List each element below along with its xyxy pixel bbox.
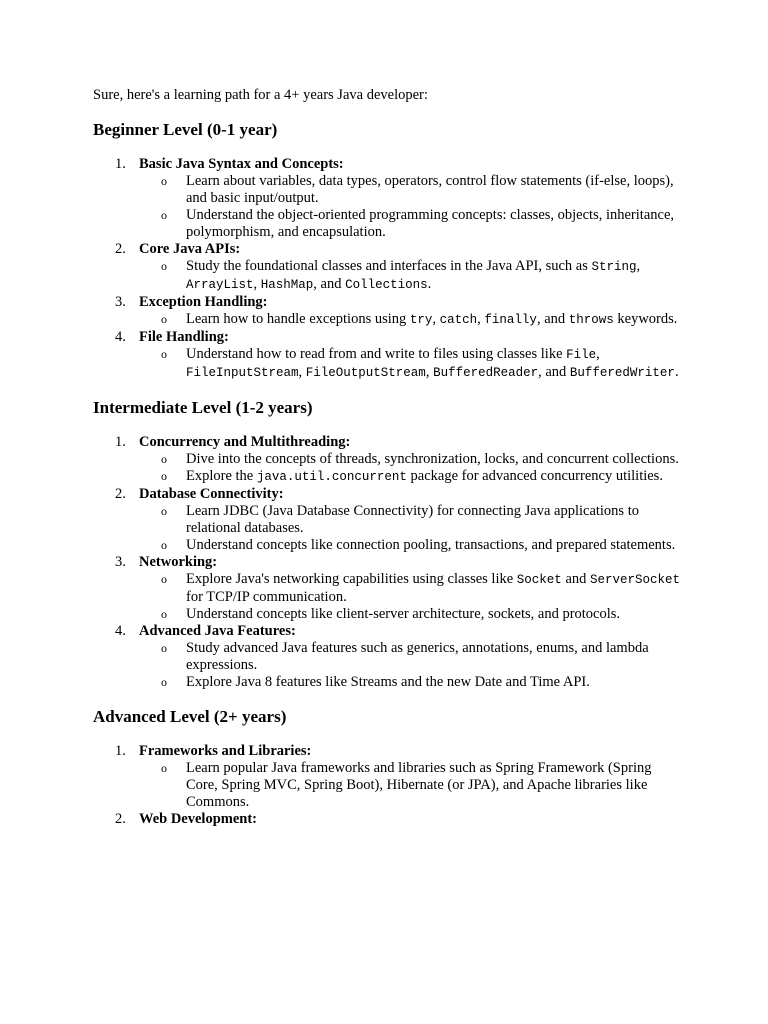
- point-item: [139, 207, 683, 241]
- topic-item: [93, 156, 683, 241]
- point-item: [139, 451, 683, 468]
- topic-list: [93, 743, 683, 828]
- topic-title: File Handling:: [139, 329, 229, 345]
- bullet-marker: o: [161, 641, 167, 655]
- code-term: Socket: [516, 573, 562, 587]
- topic-item: [93, 811, 683, 828]
- topic-title: Advanced Java Features:: [139, 623, 296, 639]
- point-text: Study the foundational classes and interfaces in the Java API, such as: [186, 258, 592, 274]
- topic-item: [93, 241, 683, 294]
- topic-title: Concurrency and Multithreading:: [139, 434, 351, 450]
- point-item: [139, 311, 683, 329]
- point-item: [139, 760, 683, 811]
- bullet-marker: o: [161, 572, 167, 586]
- bullet-marker: o: [161, 469, 167, 483]
- topic-title: Database Connectivity:: [139, 486, 284, 502]
- topic-number: 1.: [115, 156, 126, 172]
- section-heading: Beginner Level (0-1 year): [93, 120, 278, 139]
- point-text: ,: [477, 311, 485, 327]
- topic-item: [93, 329, 683, 382]
- bullet-marker: o: [161, 504, 167, 518]
- point-item: [139, 606, 683, 623]
- topic-item: [93, 434, 683, 486]
- topic-number: 2.: [115, 241, 126, 257]
- point-text: Understand concepts like connection pooling, transactions, and prepared statements.: [186, 537, 676, 553]
- code-term: BufferedReader: [433, 366, 539, 380]
- topic-list: [93, 156, 683, 382]
- topic-item: [93, 623, 683, 691]
- point-text: Understand how to read from and write to files using classes like: [186, 346, 567, 362]
- point-text: ,: [253, 276, 261, 292]
- point-text: keywords.: [613, 311, 678, 327]
- topic-list: [93, 434, 683, 691]
- point-text: ,: [432, 311, 440, 327]
- topic-title: Exception Handling:: [139, 294, 268, 310]
- point-text: Learn JDBC (Java Database Connectivity) for connecting Java applications to relational databases.: [186, 503, 639, 536]
- code-term: BufferedWriter: [569, 366, 675, 380]
- code-term: catch: [439, 313, 478, 327]
- point-item: [139, 258, 683, 294]
- point-text: Explore Java's networking capabilities using classes like: [186, 571, 517, 587]
- point-text: Understand the object-oriented programming concepts: classes, objects, inheritance, polymorphism, and encapsulation.: [186, 207, 675, 240]
- point-text: , and: [536, 311, 569, 327]
- code-term: File: [566, 348, 597, 362]
- point-text: Explore Java 8 features like Streams and the new Date and Time API.: [186, 674, 590, 690]
- point-list: [139, 346, 683, 382]
- topic-number: 1.: [115, 743, 126, 759]
- topic-number: 2.: [115, 811, 126, 827]
- code-term: FileInputStream: [186, 366, 299, 380]
- point-list: [139, 311, 683, 329]
- point-item: [139, 571, 683, 606]
- point-item: [139, 640, 683, 674]
- bullet-marker: o: [161, 452, 167, 466]
- topic-number: 2.: [115, 486, 126, 502]
- point-text: , and: [538, 364, 570, 380]
- topic-title: Core Java APIs:: [139, 241, 241, 257]
- point-text: and: [561, 571, 590, 587]
- bullet-marker: o: [161, 761, 167, 775]
- code-term: ArrayList: [186, 278, 254, 292]
- topic-item: [93, 294, 683, 329]
- code-term: HashMap: [260, 278, 314, 292]
- point-list: [139, 571, 683, 623]
- bullet-marker: o: [161, 312, 167, 326]
- bullet-marker: o: [161, 208, 167, 222]
- point-list: [139, 173, 683, 241]
- point-item: [139, 674, 683, 691]
- point-list: [139, 503, 683, 554]
- point-item: [139, 346, 683, 382]
- point-text: Learn popular Java frameworks and libraries such as Spring Framework (Spring Core, Spring MVC, Spring Boot), Hibernate (or JPA), and Apache libraries like Commons.: [186, 760, 652, 810]
- point-text: ,: [596, 346, 600, 362]
- code-term: java.util.concurrent: [256, 470, 407, 484]
- point-text: ,: [636, 258, 641, 274]
- topic-item: [93, 554, 683, 623]
- sections-container: [93, 120, 683, 828]
- code-term: FileOutputStream: [305, 366, 426, 380]
- point-item: [139, 173, 683, 207]
- point-item: [139, 468, 683, 486]
- code-term: try: [409, 313, 433, 327]
- bullet-marker: o: [161, 259, 167, 273]
- topic-number: 3.: [115, 554, 126, 570]
- point-list: [139, 258, 683, 294]
- point-text: ,: [298, 364, 306, 380]
- bullet-marker: o: [161, 607, 167, 621]
- point-text: .: [674, 364, 679, 380]
- bullet-marker: o: [161, 174, 167, 188]
- point-text: , and: [313, 276, 346, 292]
- point-item: [139, 537, 683, 554]
- point-text: Study advanced Java features such as generics, annotations, enums, and lambda expressions.: [186, 640, 649, 673]
- point-list: [139, 640, 683, 691]
- point-text: Understand concepts like client-server architecture, sockets, and protocols.: [186, 606, 621, 622]
- point-text: ,: [425, 364, 434, 380]
- topic-number: 1.: [115, 434, 126, 450]
- topic-title: Networking:: [139, 554, 218, 570]
- point-list: [139, 760, 683, 811]
- point-text: Dive into the concepts of threads, synchronization, locks, and concurrent collections.: [186, 451, 679, 467]
- bullet-marker: o: [161, 347, 167, 361]
- topic-number: 4.: [115, 623, 126, 639]
- point-text: Learn how to handle exceptions using: [186, 311, 410, 327]
- bullet-marker: o: [161, 538, 167, 552]
- code-term: Collections: [345, 278, 428, 292]
- point-text: for TCP/IP communication.: [186, 589, 347, 605]
- intro-text: Sure, here's a learning path for a 4+ years Java developer:: [93, 87, 428, 103]
- code-term: throws: [568, 313, 614, 327]
- topic-item: [93, 743, 683, 811]
- point-text: .: [427, 276, 432, 292]
- bullet-marker: o: [161, 675, 167, 689]
- topic-title: Web Development:: [139, 811, 257, 827]
- point-text: Explore the: [186, 468, 257, 484]
- topic-number: 3.: [115, 294, 126, 310]
- point-text: package for advanced concurrency utilities.: [406, 468, 663, 484]
- point-list: [139, 451, 683, 486]
- code-term: String: [591, 260, 637, 274]
- topic-title: Frameworks and Libraries:: [139, 743, 312, 759]
- topic-number: 4.: [115, 329, 126, 345]
- point-text: Learn about variables, data types, operators, control flow statements (if-else, loops), and basic input/output.: [186, 173, 674, 206]
- document-body: [93, 87, 683, 828]
- section-heading: Advanced Level (2+ years): [93, 707, 287, 726]
- code-term: finally: [484, 313, 537, 327]
- point-item: [139, 503, 683, 537]
- topic-title: Basic Java Syntax and Concepts:: [139, 156, 344, 172]
- topic-item: [93, 486, 683, 554]
- section-heading: Intermediate Level (1-2 years): [93, 398, 313, 417]
- code-term: ServerSocket: [590, 573, 681, 587]
